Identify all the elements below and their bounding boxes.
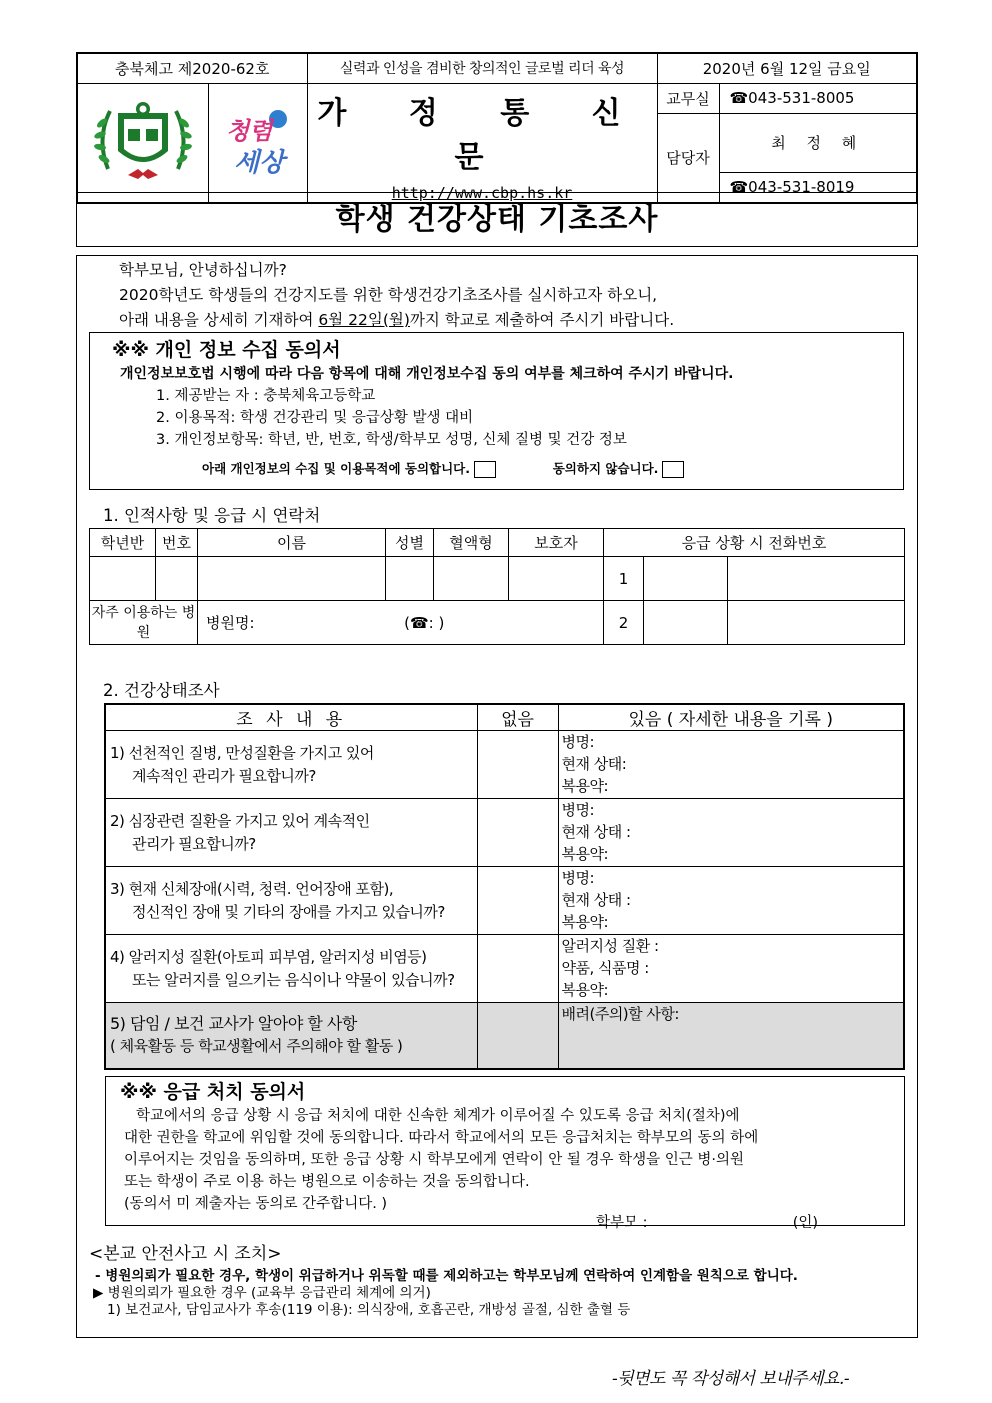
q3-line2: 정신적인 장애 및 기타의 장애를 가지고 있습니까? <box>132 902 445 921</box>
col-number: 번호 <box>156 529 198 557</box>
q1-disease: 병명: <box>561 733 595 751</box>
q3-line1: 3) 현재 신체장애(시력, 청력. 언어장애 포함), <box>110 879 394 898</box>
safety-line-1: - 병원의뢰가 필요한 경우, 학생이 위급하거나 위독할 때를 제외하고는 학부모님께 연락하여 인계함을 원칙으로 합니다. <box>95 1268 798 1284</box>
q1-details[interactable] <box>558 731 904 799</box>
col-survey-item: 조 사 내 용 <box>105 704 477 731</box>
q5-notes: 배려(주의)할 사항: <box>561 1005 679 1023</box>
svg-text:세상: 세상 <box>233 147 284 178</box>
name-input[interactable] <box>198 557 386 601</box>
q4-medication: 복용약: <box>561 981 609 999</box>
emergency-consent-body <box>124 1105 894 1215</box>
col-emergency-phone: 응급 상황 시 전화번호 <box>604 529 905 557</box>
q5-line2: ( 체육활동 등 학교생활에서 주의해야 할 활동 ) <box>110 1037 403 1056</box>
newsletter-header <box>76 52 918 204</box>
issue-number: 충북체고 제2020-62호 <box>77 53 307 83</box>
section2-title: 2. 건강상태조사 <box>103 681 220 700</box>
parent-label: 학부모 : <box>596 1215 648 1231</box>
manager-phone: ☎043-531-8019 <box>719 173 917 203</box>
privacy-consent-items <box>156 385 627 451</box>
intro-deadline-b: 까지 학교로 제출하여 주시기 바랍니다. <box>409 311 675 329</box>
footer-reminder: -뒷면도 꼭 작성해서 보내주세요.- <box>612 1369 850 1389</box>
emergency-consent-box <box>105 1076 905 1231</box>
q3-disease: 병명: <box>561 869 595 887</box>
sex-input[interactable] <box>386 557 434 601</box>
hospital-field[interactable] <box>198 601 604 645</box>
col-none: 없음 <box>477 704 558 731</box>
col-name: 이름 <box>198 529 386 557</box>
school-slogan: 실력과 인성을 겸비한 창의적인 글로벌 리더 육성 <box>307 53 657 83</box>
phone-row-1-no: 1 <box>604 557 644 601</box>
q2-line2: 관리가 필요합니까? <box>132 834 256 853</box>
guardian-input[interactable] <box>509 557 604 601</box>
q2-status: 현재 상태 : <box>561 823 631 841</box>
svg-text:청렴: 청렴 <box>225 116 272 145</box>
document-title: 학생 건강상태 기초조사 <box>76 192 918 247</box>
integrity-logo <box>208 83 307 203</box>
emergency-line-3: 이루어지는 것임을 동의하며, 또한 응급 상황 시 학부모에게 연락이 안 될 경우 학생을 인근 병·의원 <box>124 1152 745 1168</box>
col-grade: 학년반 <box>90 529 156 557</box>
phone-2-relation-input[interactable] <box>644 601 728 645</box>
privacy-consent-heading: ※※ 개인 정보 수집 동의서 <box>112 339 341 361</box>
consent-item-purpose: 2. 이용목적: 학생 건강관리 및 응급상황 발생 대비 <box>156 410 474 426</box>
q5-none-checkbox[interactable] <box>477 1003 558 1069</box>
phone-row-2-no: 2 <box>604 601 644 645</box>
parent-signature[interactable] <box>596 1211 818 1232</box>
q2-none-checkbox[interactable] <box>477 799 558 867</box>
phone-2-number-input[interactable] <box>728 601 905 645</box>
col-blood: 혈액형 <box>434 529 509 557</box>
manager-label: 담당자 <box>657 113 719 203</box>
hospital-phone-label: (☎: ) <box>404 614 445 632</box>
health-survey-table <box>104 703 905 1070</box>
q4-allergen: 약품, 식품명 : <box>561 959 649 977</box>
manager-name: 최 정 혜 <box>719 113 917 173</box>
intro-text <box>119 258 674 333</box>
emergency-consent-heading: ※※ 응급 처치 동의서 <box>120 1081 306 1103</box>
question-4 <box>105 935 477 1003</box>
emergency-line-1: 학교에서의 응급 상황 시 응급 처치에 대한 신속한 체계가 이루어질 수 있도록 응급 처치(절차)에 <box>136 1108 740 1124</box>
intro-deadline-a: 아래 내용을 상세히 기재하여 <box>119 311 319 329</box>
disagree-label: 동의하지 않습니다. <box>552 461 659 476</box>
q3-medication: 복용약: <box>561 913 609 931</box>
intro-greeting: 학부모님, 안녕하십니까? <box>119 261 287 279</box>
q1-medication: 복용약: <box>561 777 609 795</box>
hospital-label: 자주 이용하는 병원 <box>90 601 198 645</box>
paper-title: 가 정 통 신 문 <box>317 95 647 175</box>
safety-procedures <box>81 1268 913 1319</box>
q2-disease: 병명: <box>561 801 595 819</box>
disagree-checkbox[interactable] <box>662 461 684 478</box>
col-sex: 성별 <box>386 529 434 557</box>
q2-details[interactable] <box>558 799 904 867</box>
dept-phone: ☎043-531-8005 <box>719 83 917 113</box>
col-yes-details: 있음 ( 자세한 내용을 기록 ) <box>558 704 904 731</box>
school-logo <box>77 83 208 203</box>
safety-line-3: 1) 보건교사, 담임교사가 후송(119 이용): 의식장애, 호흡곤란, 개방성 골절, 심한 출혈 등 <box>107 1302 631 1318</box>
q4-line2: 또는 알러지를 일으키는 음식이나 약물이 있습니까? <box>132 970 455 989</box>
section1-title: 1. 인적사항 및 응급 시 연락처 <box>103 506 321 525</box>
q4-allergy: 알러지성 질환 : <box>561 937 659 955</box>
emergency-line-4: 또는 학생이 주로 이용 하는 병원으로 이송하는 것을 동의합니다. <box>124 1174 530 1190</box>
q5-details[interactable] <box>558 1003 904 1069</box>
paper-title-cell <box>307 83 657 203</box>
consent-item-fields: 3. 개인정보항목: 학년, 반, 번호, 학생/학부모 성명, 신체 질병 및 건강 정보 <box>156 432 627 448</box>
hospital-name-label: 병원명: <box>206 614 255 632</box>
personal-info-table <box>89 528 905 645</box>
q3-none-checkbox[interactable] <box>477 867 558 935</box>
q1-none-checkbox[interactable] <box>477 731 558 799</box>
q2-medication: 복용약: <box>561 845 609 863</box>
safety-heading: <본교 안전사고 시 조치> <box>89 1244 282 1264</box>
privacy-consent-box <box>89 332 904 490</box>
dept-label: 교무실 <box>657 83 719 113</box>
grade-input[interactable] <box>90 557 156 601</box>
q4-none-checkbox[interactable] <box>477 935 558 1003</box>
seal-label: (인) <box>792 1215 819 1231</box>
q2-line1: 2) 심장관련 질환을 가지고 있어 계속적인 <box>110 811 370 830</box>
agree-checkbox[interactable] <box>474 461 496 478</box>
emergency-line-5: (동의서 미 제출자는 동의로 간주합니다. ) <box>124 1196 388 1212</box>
school-emblem-icon <box>88 99 198 183</box>
school-website-link[interactable]: http://www.cbp.hs.kr <box>391 183 573 202</box>
q1-line1: 1) 선천적인 질병, 만성질환을 가지고 있어 <box>110 743 374 762</box>
integrity-logo-icon <box>218 101 298 181</box>
phone-1-relation-input[interactable] <box>644 557 728 601</box>
safety-line-2: ▶ 병원의뢰가 필요한 경우 (교육부 응급관리 체계에 의거) <box>93 1285 431 1301</box>
q3-details[interactable] <box>558 867 904 935</box>
q4-details[interactable] <box>558 935 904 1003</box>
intro-purpose: 2020학년도 학생들의 건강지도를 위한 학생건강기초조사를 실시하고자 하오니, <box>119 286 658 304</box>
consent-choices <box>202 459 684 478</box>
question-3 <box>105 867 477 935</box>
q5-line1: 5) 담임 / 보건 교사가 알아야 할 사항 <box>110 1014 357 1034</box>
blood-input[interactable] <box>434 557 509 601</box>
deadline-date: 6월 22일(월) <box>318 311 410 329</box>
privacy-consent-instruction: 개인정보보호법 시행에 따라 다음 항목에 대해 개인정보수집 동의 여부를 체크하여 주시기 바랍니다. <box>120 366 734 382</box>
number-input[interactable] <box>156 557 198 601</box>
col-guardian: 보호자 <box>509 529 604 557</box>
intro-deadline <box>119 308 674 333</box>
question-2 <box>105 799 477 867</box>
q1-line2: 계속적인 관리가 필요합니까? <box>132 766 316 785</box>
q3-status: 현재 상태 : <box>561 891 631 909</box>
issue-date: 2020년 6월 12일 금요일 <box>657 53 917 83</box>
q1-status: 현재 상태: <box>561 755 627 773</box>
emergency-line-2: 대한 권한을 학교에 위임할 것에 동의합니다. 따라서 학교에서의 모든 응급처치는 학부모의 동의 하에 <box>124 1130 759 1146</box>
phone-1-number-input[interactable] <box>728 557 905 601</box>
question-1 <box>105 731 477 799</box>
main-content <box>76 255 918 1338</box>
question-5 <box>105 1003 477 1069</box>
consent-item-recipient: 1. 제공받는 자 : 충북체육고등학교 <box>156 388 376 404</box>
agree-label: 아래 개인정보의 수집 및 이용목적에 동의합니다. <box>202 461 471 476</box>
q4-line1: 4) 알러지성 질환(아토피 피부염, 알러지성 비염등) <box>110 947 427 966</box>
